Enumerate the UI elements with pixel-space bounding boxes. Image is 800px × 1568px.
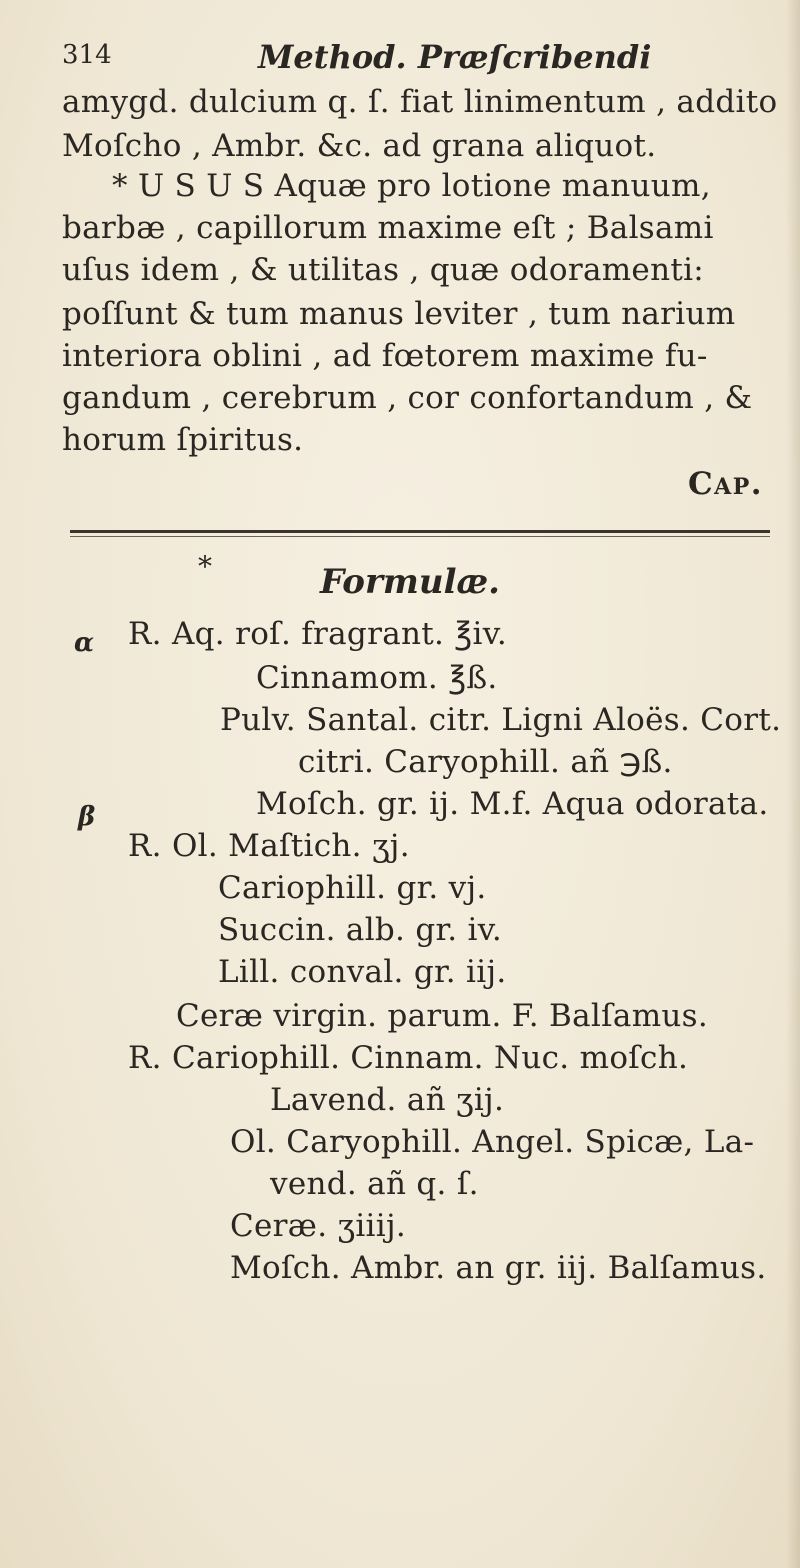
formula-line-12: Lavend. añ ʒij. xyxy=(270,1082,505,1118)
formula-line-5: Moſch. gr. ij. M.f. Aqua odorata. xyxy=(256,786,769,822)
formula-line-15: Ceræ. ʒiiij. xyxy=(230,1208,407,1244)
formula-line-11: R. Cariophill. Cinnam. Nuc. moſch. xyxy=(128,1040,689,1076)
formula-line-13: Ol. Caryophill. Angel. Spicæ, La- xyxy=(230,1124,755,1160)
page-edge-shadow xyxy=(786,0,800,1568)
running-title: Method. Præſcribendi xyxy=(258,38,652,76)
body-line-2: Moſcho , Ambr. &c. ad grana aliquot. xyxy=(62,128,657,164)
section-rule-thin xyxy=(70,536,770,537)
formula-line-2: Cinnamom. ℥ß. xyxy=(256,660,498,696)
body-line-7: interiora oblini , ad fœtorem maxime fu- xyxy=(62,338,708,374)
formula-line-6: R. Ol. Maſtich. ʒj. xyxy=(128,828,410,864)
formula-line-3: Pulv. Santal. citr. Ligni Aloës. Cort. xyxy=(220,702,782,738)
section-rule xyxy=(70,530,770,533)
body-line-5: uſus idem , & utilitas , quæ odoramenti: xyxy=(62,252,705,288)
formula-line-8: Succin. alb. gr. iv. xyxy=(218,912,503,948)
body-line-3: * U S U S Aquæ pro lotione manuum, xyxy=(112,168,711,204)
body-line-6: poſſunt & tum manus leviter , tum narium xyxy=(62,296,736,332)
formula-line-9: Lill. conval. gr. iij. xyxy=(218,954,507,990)
formula-line-16: Moſch. Ambr. an gr. iij. Balſamus. xyxy=(230,1250,767,1286)
page-number: 314 xyxy=(62,40,112,70)
formula-line-7: Cariophill. gr. vj. xyxy=(218,870,487,906)
formula-line-1: R. Aq. roſ. fragrant. ℥iv. xyxy=(128,616,508,652)
formula-line-14: vend. añ q. ſ. xyxy=(270,1166,479,1202)
marker-beta: β xyxy=(78,802,96,832)
formula-line-4: citri. Caryophill. añ ℈ß. xyxy=(298,744,673,780)
marker-alpha: α xyxy=(74,628,95,658)
body-line-1: amygd. dulcium q. ſ. fiat linimentum , addito xyxy=(62,84,778,120)
section-title: Formulæ. xyxy=(320,562,500,602)
catchword: Cap. xyxy=(688,466,764,502)
body-line-4: barbæ , capillorum maxime eſt ; Balsami xyxy=(62,210,714,246)
body-line-9: horum ſpiritus. xyxy=(62,422,304,458)
body-line-8: gandum , cerebrum , cor confortandum , & xyxy=(62,380,753,416)
formula-line-10: Ceræ virgin. parum. F. Balſamus. xyxy=(176,998,709,1034)
footnote-star: * xyxy=(198,550,212,583)
